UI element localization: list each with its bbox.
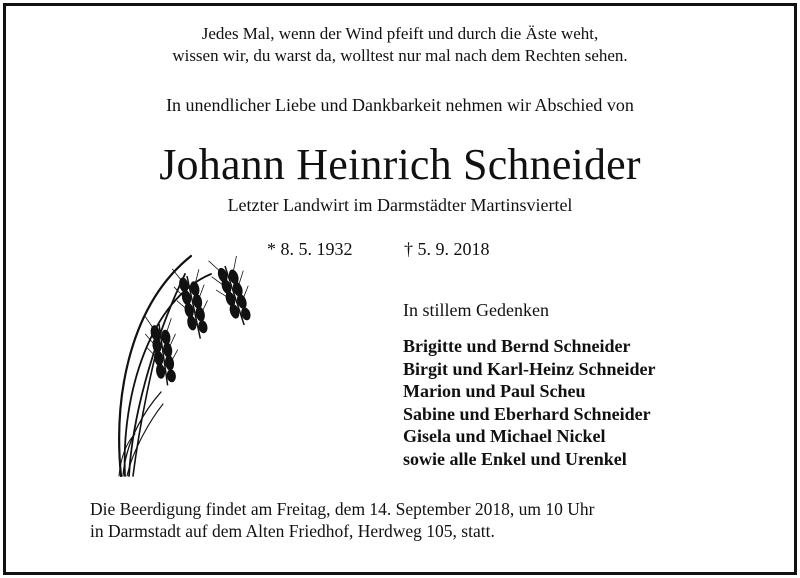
funeral-info-line: Die Beerdigung findet am Freitag, dem 14. September 2018, um 10 Uhr (90, 499, 595, 519)
farewell-intro: In unendlicher Liebe und Dankbarkeit nehmen wir Abschied von (166, 95, 634, 115)
mourners-list (403, 335, 656, 471)
deceased-name: Johann Heinrich Schneider (159, 140, 641, 189)
mourners-heading: In stillem Gedenken (403, 300, 549, 320)
wheat-ears-icon (101, 244, 266, 479)
funeral-info-line: in Darmstadt auf dem Alten Friedhof, Herdweg 105, statt. (90, 521, 495, 541)
poem-line: Jedes Mal, wenn der Wind pfeift und durch die Äste weht, (201, 24, 599, 43)
mourner-name: Sabine und Eberhard Schneider (403, 403, 651, 424)
mourner-name: Brigitte und Bernd Schneider (403, 336, 631, 356)
death-date: † 5. 9. 2018 (404, 239, 490, 259)
birth-date: * 8. 5. 1932 (267, 239, 353, 259)
mourner-name: Birgit und Karl-Heinz Schneider (403, 358, 656, 379)
mourner-name: Marion und Paul Scheu (403, 381, 586, 402)
funeral-info (90, 498, 594, 542)
obituary-notice (3, 3, 797, 575)
deceased-subtitle: Letzter Landwirt im Darmstädter Martinsviertel (227, 195, 573, 215)
mourner-name: Gisela und Michael Nickel (403, 426, 606, 447)
mourner-name: sowie alle Enkel und Urenkel (403, 448, 627, 469)
poem (6, 23, 794, 67)
poem-line: wissen wir, du warst da, wolltest nur mal nach dem Rechten sehen. (172, 46, 628, 65)
